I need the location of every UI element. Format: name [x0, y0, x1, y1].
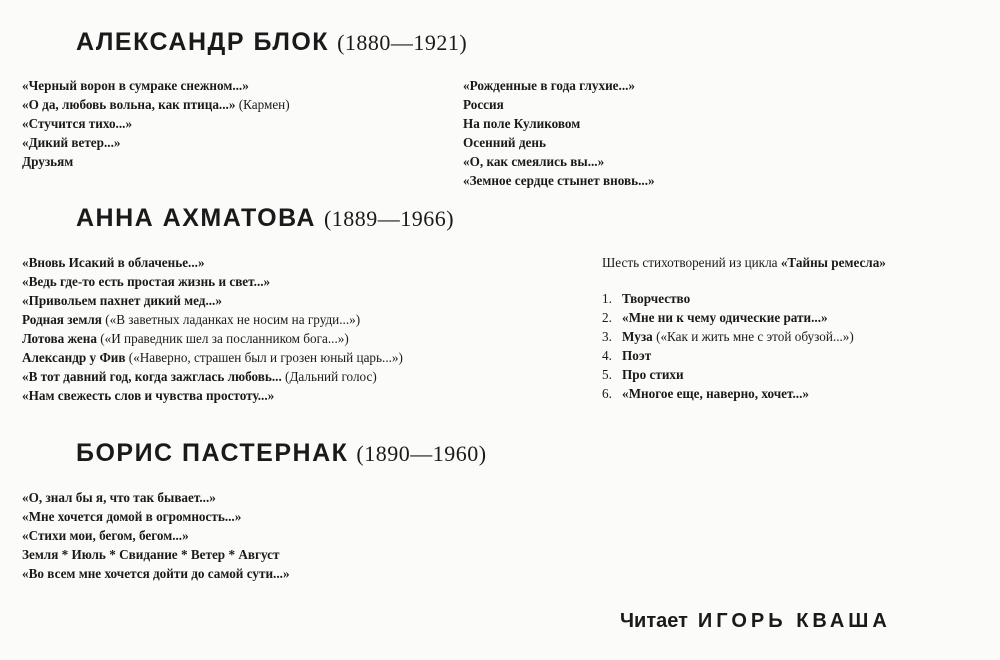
section-heading-pasternak: [76, 439, 487, 468]
list-item: «Ведь где-то есть простая жизнь и свет...»: [22, 274, 271, 289]
list-item: Лотова жена («И праведник шел за посланником бога...»): [22, 331, 349, 346]
poet-name: АННА АХМАТОВА: [76, 204, 316, 232]
list-item: На поле Куликовом: [463, 116, 581, 131]
list-item: «О, знал бы я, что так бывает...»: [22, 490, 216, 505]
blok-poems-left: [22, 76, 290, 171]
section-heading-blok: [76, 28, 467, 57]
list-item: «Черный ворон в сумраке снежном...»: [22, 78, 249, 93]
list-item: «О да, любовь вольна, как птица...» (Кармен): [22, 97, 290, 112]
list-item: Александр у Фив («Наверно, страшен был и грозен юный царь...»): [22, 350, 403, 365]
list-item: «Мне хочется домой в огромность...»: [22, 509, 242, 524]
reader-credit: [620, 610, 891, 633]
list-item: «В тот давний год, когда зажглась любовь... (Дальний голос): [22, 369, 377, 384]
list-item: «Нам свежесть слов и чувства простоту...»: [22, 388, 275, 403]
poet-name: БОРИС ПАСТЕРНАК: [76, 439, 349, 467]
list-item: Родная земля («В заветных ладанках не носим на груди...»): [22, 312, 361, 327]
spacer: [602, 272, 886, 289]
cycle-intro: Шесть стихотворений из цикла «Тайны ремесла»: [602, 255, 886, 270]
blok-poems-right: [463, 76, 655, 190]
list-item: 1. Творчество: [602, 291, 691, 306]
reader-name: ИГОРЬ КВАША: [697, 610, 891, 632]
akhmatova-cycle-list: [602, 253, 886, 403]
list-item: «Вновь Исакий в облаченье...»: [22, 255, 205, 270]
list-item: Россия: [463, 97, 504, 112]
list-item: «Земное сердце стынет вновь...»: [463, 173, 655, 188]
list-item: Осенний день: [463, 135, 546, 150]
list-item: Друзьям: [22, 154, 74, 169]
poet-name: АЛЕКСАНДР БЛОК: [76, 28, 330, 56]
list-item: «Стихи мои, бегом, бегом...»: [22, 528, 189, 543]
list-item: 4. Поэт: [602, 348, 652, 363]
section-heading-akhmatova: [76, 204, 454, 233]
reader-label: Читает: [620, 610, 688, 632]
pasternak-poems: [22, 488, 290, 583]
akhmatova-poems-left: [22, 253, 403, 405]
list-item: 6. «Многое еще, наверно, хочет...»: [602, 386, 809, 401]
list-item: «Во всем мне хочется дойти до самой сути...»: [22, 566, 290, 581]
list-item: Земля * Июль * Свидание * Ветер * Август: [22, 547, 280, 562]
list-item: 2. «Мне ни к чему одические рати...»: [602, 310, 828, 325]
list-item: «О, как смеялись вы...»: [463, 154, 605, 169]
list-item: «Привольем пахнет дикий мед...»: [22, 293, 222, 308]
list-item: 5. Про стихи: [602, 367, 684, 382]
list-item: «Дикий ветер...»: [22, 135, 121, 150]
list-item: 3. Муза («Как и жить мне с этой обузой...»): [602, 329, 854, 344]
poet-years: (1890—1960): [356, 441, 487, 466]
list-item: «Рожденные в года глухие...»: [463, 78, 636, 93]
list-item: «Стучится тихо...»: [22, 116, 133, 131]
poet-years: (1889—1966): [323, 206, 455, 231]
poet-years: (1880—1921): [337, 30, 468, 55]
